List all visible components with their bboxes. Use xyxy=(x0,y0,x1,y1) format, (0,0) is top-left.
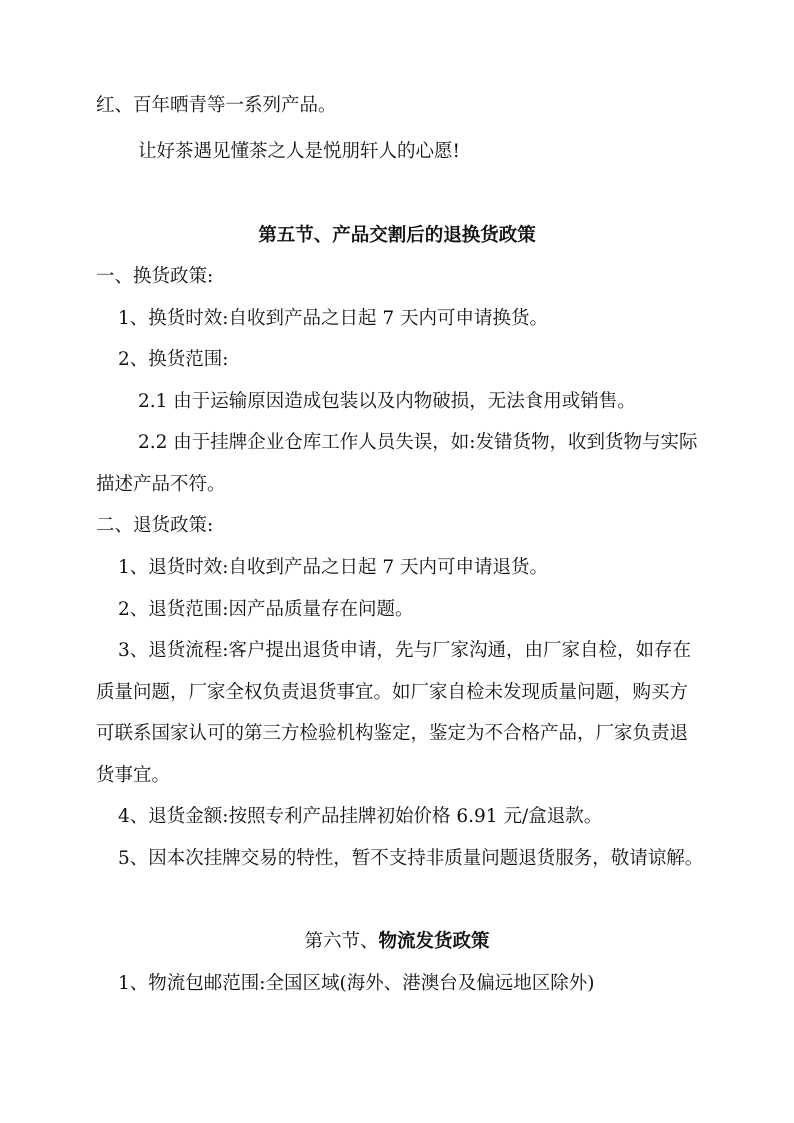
exchange-item-1: 1、换货时效:自收到产品之日起 7 天内可申请换货。 xyxy=(118,308,549,329)
section6-title-prefix: 第六节、 xyxy=(304,931,379,952)
exchange-item-2-2-cont: 描述产品不符。 xyxy=(96,474,226,495)
return-item-5: 5、因本次挂牌交易的特性，暂不支持非质量问题退货服务，敬请谅解。 xyxy=(118,848,704,869)
return-item-3-cont-3: 货事宜。 xyxy=(96,765,171,786)
section5-title: 第五节、产品交割后的退换货政策 xyxy=(258,225,536,246)
paragraph-product-line: 红、百年晒青等一系列产品。 xyxy=(96,95,337,116)
section6-title xyxy=(0,930,794,954)
return-item-3-cont-2: 可联系国家认可的第三方检验机构鉴定，鉴定为不合格产品，厂家负责退 xyxy=(96,723,689,744)
section6-title-bold: 物流发货政策 xyxy=(378,931,490,952)
return-item-2: 2、退货范围:因产品质量存在问题。 xyxy=(118,599,414,620)
exchange-item-2-2: 2.2 由于挂牌企业仓库工作人员失误，如:发错货物，收到货物与实际 xyxy=(138,432,698,453)
return-policy-heading: 二、退货政策: xyxy=(96,515,214,536)
return-item-3-cont-1: 质量问题，厂家全权负责退货事宜。如厂家自检未发现质量问题，购买方 xyxy=(96,682,689,703)
paragraph-mission: 让好茶遇见懂茶之人是悦朋轩人的心愿! xyxy=(138,141,460,162)
logistics-item-1: 1、物流包邮范围:全国区域(海外、港澳台及偏远地区除外) xyxy=(118,973,595,994)
exchange-policy-heading: 一、换货政策: xyxy=(96,266,214,287)
return-item-3: 3、退货流程:客户提出退货申请，先与厂家沟通，由厂家自检，如存在 xyxy=(118,640,692,661)
return-item-4: 4、退货金额:按照专利产品挂牌初始价格 6.91 元/盒退款。 xyxy=(118,806,603,827)
exchange-item-2-1: 2.1 由于运输原因造成包装以及内物破损，无法食用或销售。 xyxy=(138,391,636,412)
exchange-item-2: 2、换货范围: xyxy=(118,349,229,370)
return-item-1: 1、退货时效:自收到产品之日起 7 天内可申请退货。 xyxy=(118,557,549,578)
